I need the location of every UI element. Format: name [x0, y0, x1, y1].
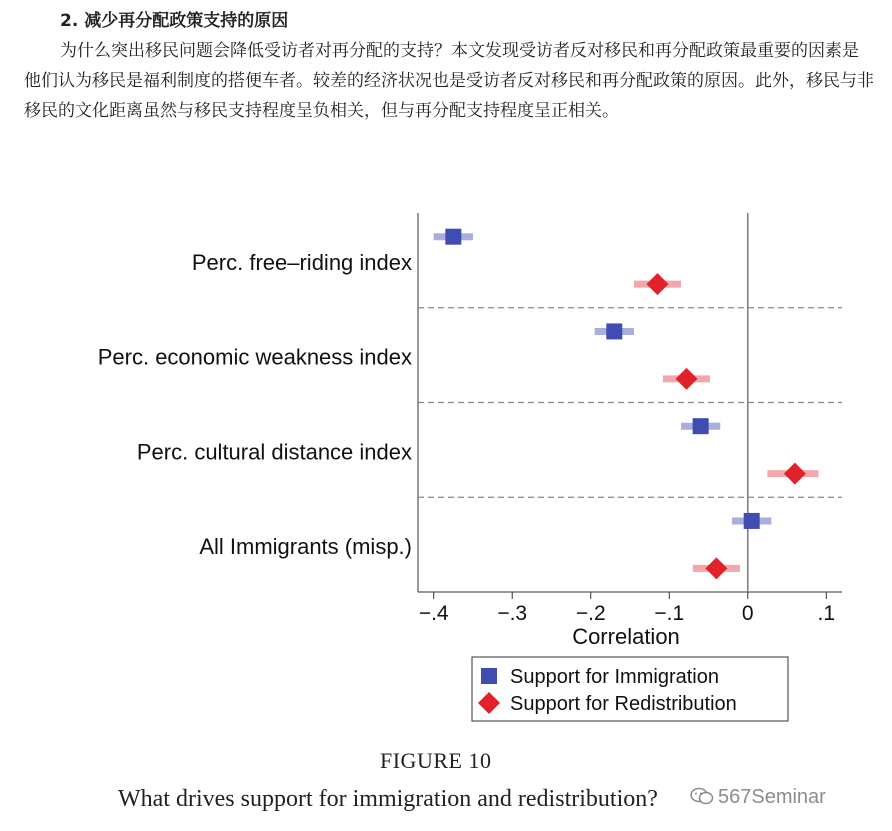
point-redistribution	[784, 463, 806, 485]
point-immigration	[606, 323, 622, 339]
point-redistribution	[705, 557, 727, 579]
legend-label: Support for Immigration	[510, 666, 719, 688]
point-redistribution	[676, 368, 698, 390]
x-tick-label: −.1	[654, 602, 685, 625]
x-tick-label: 0	[741, 602, 754, 625]
point-immigration	[744, 513, 760, 529]
figure-caption: What drives support for immigration and redistribution?	[118, 786, 658, 812]
point-immigration	[693, 418, 709, 434]
legend-square-icon	[481, 668, 497, 684]
x-tick-label: −.2	[575, 602, 606, 625]
section-paragraph: 为什么突出移民问题会降低受访者对再分配的支持？本文发现受访者反对移民和再分配政策最重要的因素是他们认为移民是福利制度的搭便车者。较差的经济状况也是受访者反对移民和再分配政策的原因。此外，移民与非移民的文化距离虽然与移民支持程度呈负相关，但与再分配支持程度呈正相关。	[24, 41, 874, 121]
point-immigration	[445, 229, 461, 245]
figure-label: FIGURE 10	[380, 748, 492, 773]
x-axis-title: Correlation	[572, 624, 680, 649]
category-label: All Immigrants (misp.)	[199, 534, 412, 560]
category-label: Perc. economic weakness index	[97, 344, 412, 370]
legend-label: Support for Redistribution	[510, 693, 737, 715]
category-label: Perc. cultural distance index	[136, 439, 412, 465]
correlation-chart	[0, 200, 892, 740]
x-tick-label: −.3	[497, 602, 528, 625]
x-tick-label: −.4	[418, 602, 449, 625]
wechat-icon	[690, 787, 714, 805]
category-label: Perc. free–riding index	[191, 249, 412, 275]
watermark-text: 567Seminar	[718, 786, 826, 808]
x-tick-label: .1	[817, 602, 836, 625]
watermark	[690, 786, 826, 809]
point-redistribution	[646, 273, 668, 295]
section-heading: 2. 减少再分配政策支持的原因	[60, 11, 289, 31]
